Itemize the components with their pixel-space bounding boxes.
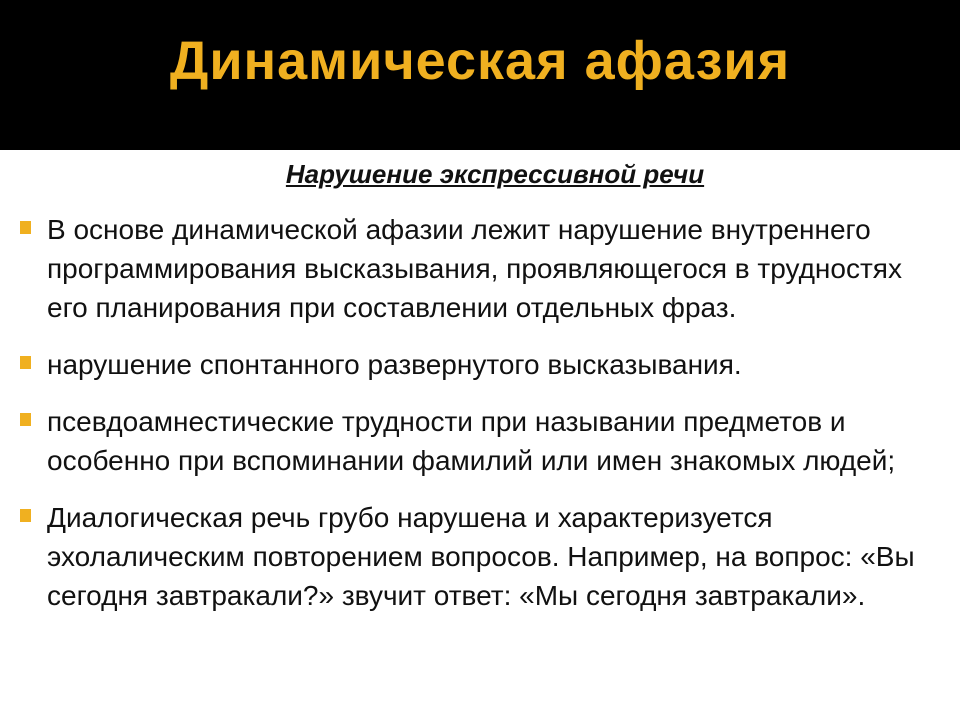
bullet-item [0, 345, 960, 384]
bullet-text: нарушение спонтанного развернутого высказывания. [47, 349, 742, 380]
bullet-item [0, 402, 960, 480]
bullet-item [0, 498, 960, 615]
bullet-list [0, 210, 960, 615]
square-bullet-icon [20, 413, 31, 426]
square-bullet-icon [20, 221, 31, 234]
square-bullet-icon [20, 509, 31, 522]
bullet-text: В основе динамической афазии лежит нарушение внутреннего программирования высказывания, проявляющегося в трудностях его планирования при составлении отдельных фраз. [47, 214, 902, 323]
slide-subtitle: Нарушение экспрессивной речи [285, 159, 705, 189]
bullet-text: Диалогическая речь грубо нарушена и характеризуется эхолалическим повторением вопросов. Например, на вопрос: «Вы сегодня завтракали?» звучит ответ: «Мы сегодня завтракали». [47, 502, 915, 611]
bullet-text: псевдоамнестические трудности при назывании предметов и особенно при вспоминании фамилий или имен знакомых людей; [47, 406, 896, 476]
slide-title: Динамическая афазия [169, 31, 791, 91]
square-bullet-icon [20, 356, 31, 369]
title-bar [0, 0, 960, 150]
bullet-item [0, 210, 960, 327]
